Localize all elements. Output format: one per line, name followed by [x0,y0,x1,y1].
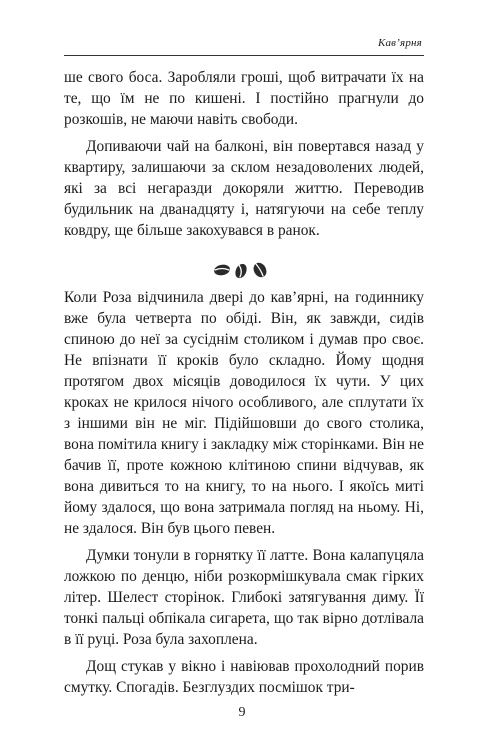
paragraph: Дощ стукав у вікно і навіював прохолодний порив смутку. Спогадів. Безглуздих посмішок три- [64,658,424,696]
page-number: 9 [238,705,246,720]
text-section-2 [64,287,424,704]
coffee-beans-icon [212,259,272,281]
header-rule [64,55,424,56]
paragraph: Допиваючи чай на балконі, він повертався назад у квартиру, залишаючи за склом незадоволених людей, які за всі негаразди докоряли життю. Переводив будильник на дванадцяту і, натягуючи на себе теплу ковдру, ще більше закохувався в ранок. [64,138,424,239]
paragraph: Думки тонули в горнятку її латте. Вона калапуцяла ложкою по денцю, ніби розкормішкувала смак гірких літер. Шелест сторінок. Глибокі затягування диму. Її тонкі пальці обпікала сигарета, що так вірно дотлівала в її руці. Роза була захоплена. [64,547,424,648]
paragraph: ше свого боса. Заробляли гроші, щоб витрачати їх на те, що їм не по кишені. І постійно прагнули до розкошів, не маючи навіть свободи. [64,69,424,128]
running-title: Кав’ярня [377,37,422,49]
text-section-1 [64,67,424,247]
paragraph: Коли Роза відчинила двері до кав’ярні, на годиннику вже була четверта по обіді. Він, як завжди, сидів спиною до неї за сусіднім столиком і думав про своє. Не впізнати її кроків було складно. Йому щодня протягом двох місяців доводилося їх чути. У цих кроках не крилося нічого особливого, але сплутати їх з іншими він не міг. Підійшовши до свого столика, вона помітила книгу і закладку між сторінками. Він не бачив її, проте кожною клітиною спини відчував, як вона дивиться то на книгу, то на нього. І якоїсь миті йому здалося, що вона затримала погляд на ньому. Ні, не здалося. Він був цього певен. [64,289,424,537]
